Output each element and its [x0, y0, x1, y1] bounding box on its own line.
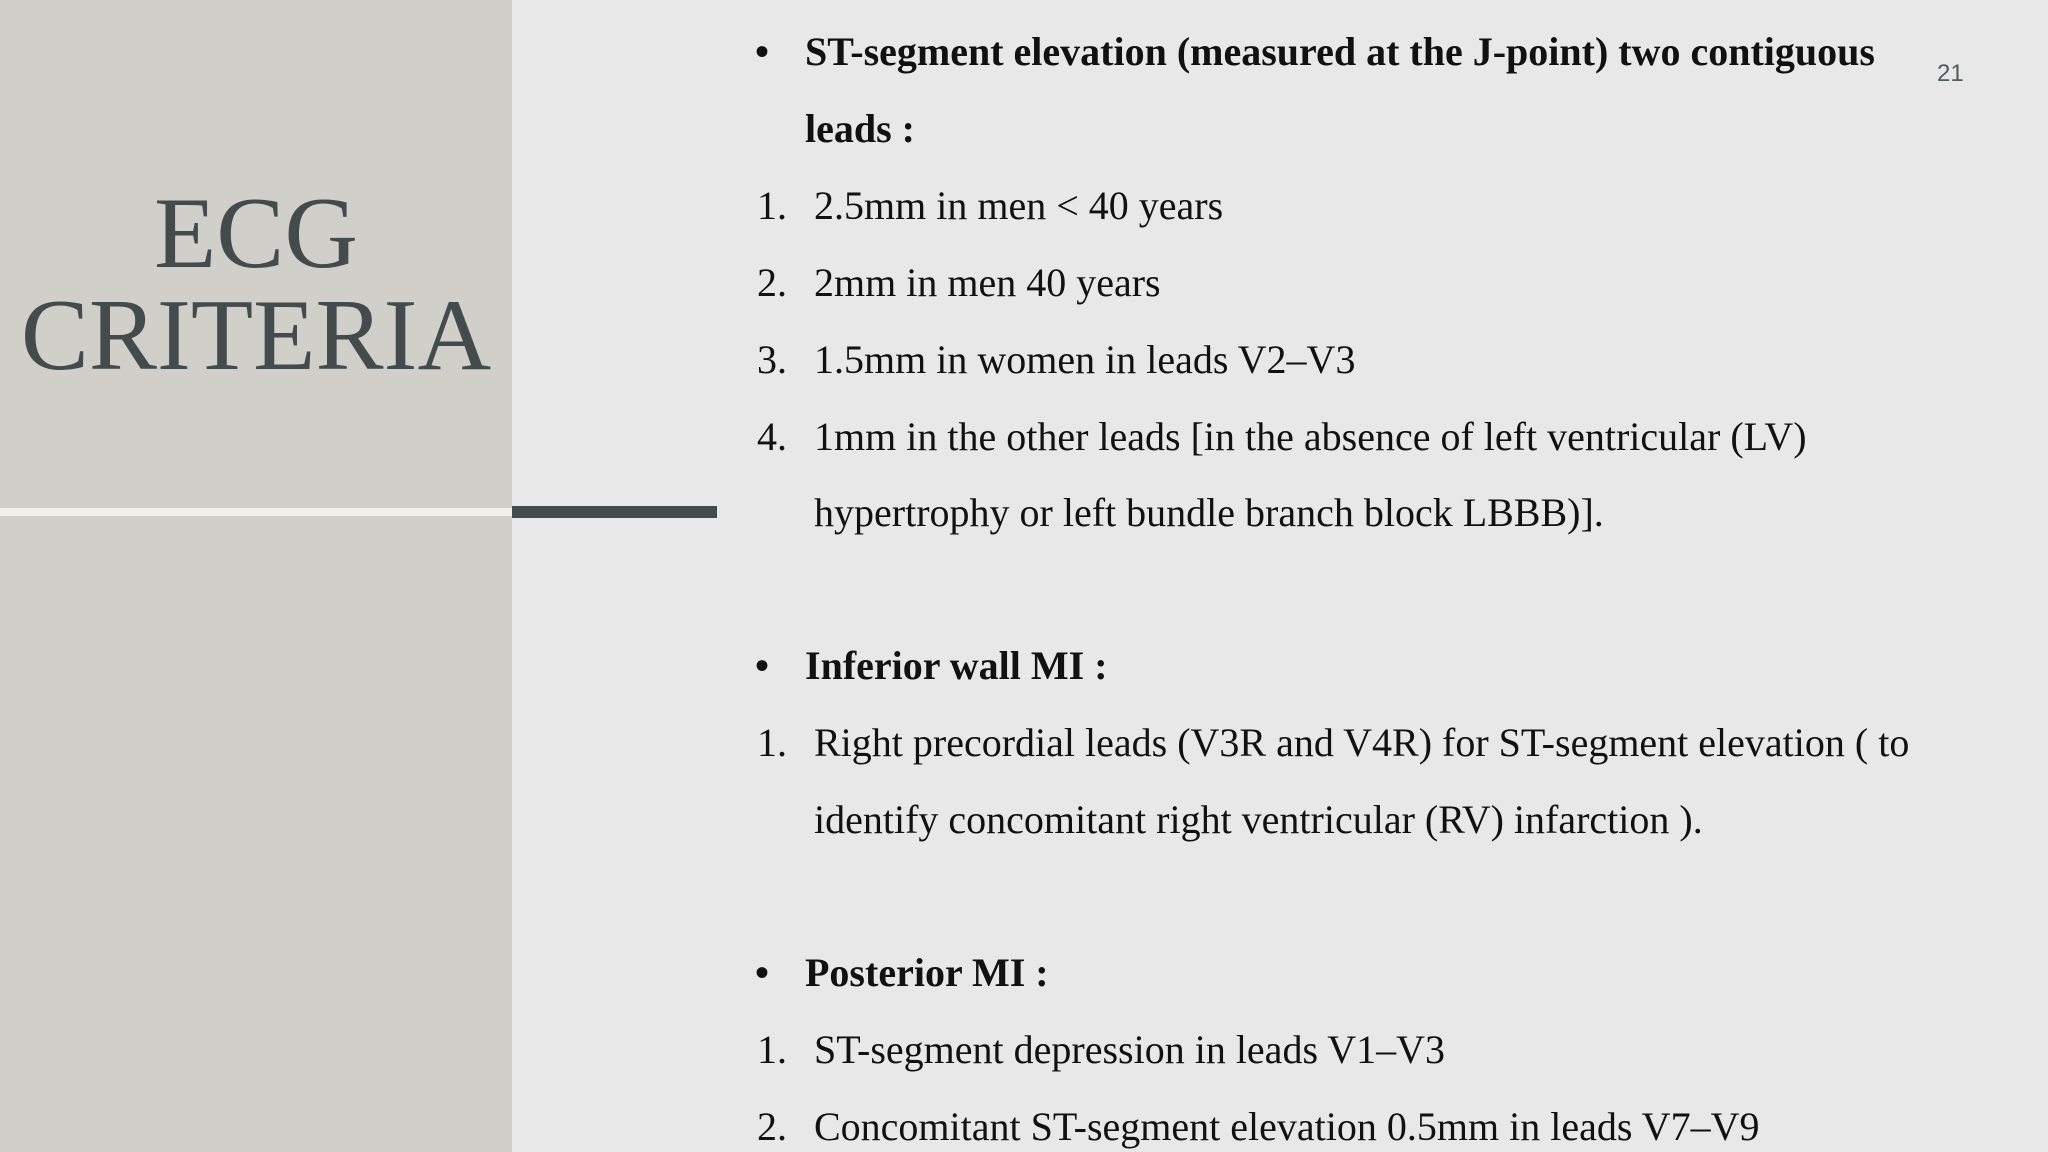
bullet-marker: • — [755, 29, 770, 74]
page-number: 21 — [1937, 60, 1964, 87]
section1-heading-line2: leads : — [805, 106, 915, 151]
divider-light — [0, 508, 512, 516]
slide-title — [0, 177, 512, 392]
bullet-marker: • — [755, 950, 770, 995]
list-text: Concomitant ST-segment elevation 0.5mm in leads V7–V9 — [814, 1104, 1760, 1149]
section1-heading-line1: ST-segment elevation (measured at the J-point) two contiguous — [805, 29, 1875, 74]
title-line-2: CRITERIA — [20, 279, 492, 392]
divider-accent — [512, 506, 717, 518]
list-text: 1mm in the other leads [in the absence of left ventricular (LV) — [814, 414, 1807, 459]
list-text: 1.5mm in women in leads V2–V3 — [814, 337, 1356, 382]
title-line-1: ECG — [154, 177, 358, 290]
list-number: 1. — [757, 183, 787, 228]
left-panel — [0, 0, 512, 1152]
list-number: 2. — [757, 1104, 787, 1149]
list-number: 2. — [757, 260, 787, 305]
list-text-cont: hypertrophy or left bundle branch block LBBB)]. — [814, 490, 1604, 535]
list-number: 4. — [757, 414, 787, 459]
list-number: 1. — [757, 720, 787, 765]
list-text-cont: identify concomitant right ventricular (RV) infarction ). — [814, 797, 1703, 842]
bullet-marker: • — [755, 643, 770, 688]
list-text: 2mm in men 40 years — [814, 260, 1161, 305]
section3-heading-text: Posterior MI : — [805, 950, 1049, 995]
list-number: 1. — [757, 1027, 787, 1072]
list-text: ST-segment depression in leads V1–V3 — [814, 1027, 1446, 1072]
list-text: Right precordial leads (V3R and V4R) for ST-segment elevation ( to — [814, 720, 1910, 765]
section2-heading-text: Inferior wall MI : — [805, 643, 1108, 688]
list-text: 2.5mm in men < 40 years — [814, 183, 1224, 228]
list-number: 3. — [757, 337, 787, 382]
